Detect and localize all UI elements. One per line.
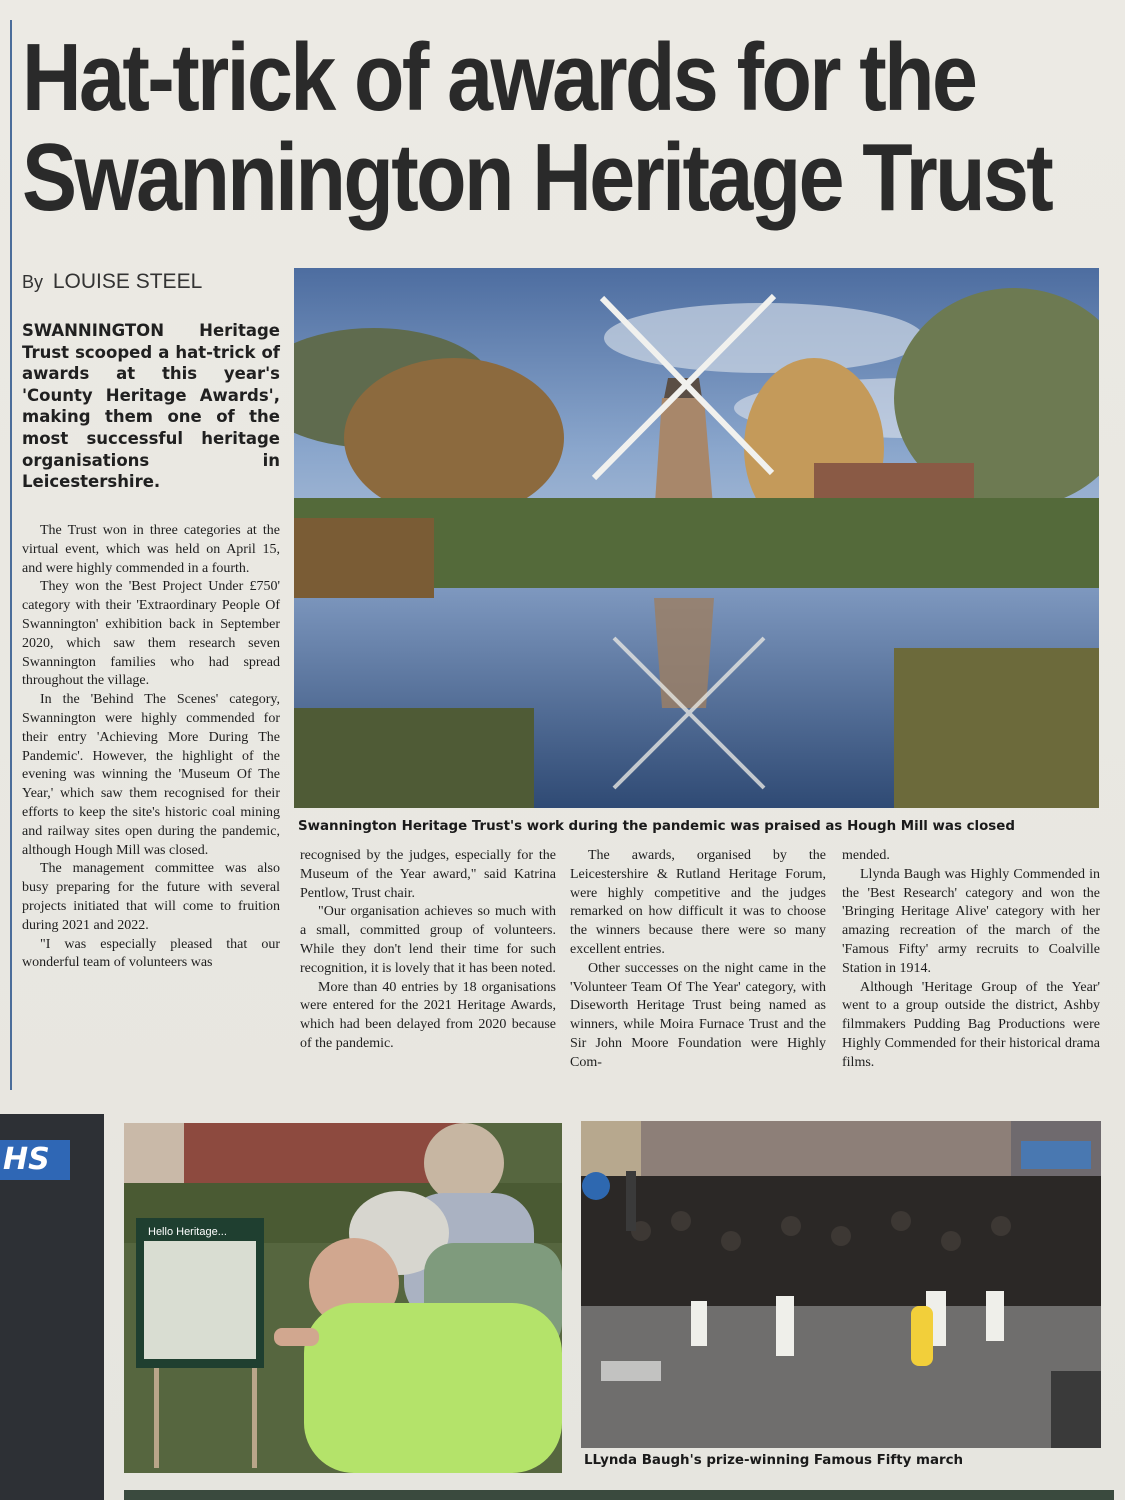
heritage-sign-photo [124, 1123, 562, 1473]
main-photo-caption: Swannington Heritage Trust's work during the pandemic was praised as Hough Mill was closed [298, 819, 1015, 834]
paragraph: The Trust won in three categories at the virtual event, which was held on April 15, and were highly commended in a fourth. [22, 523, 280, 576]
article-column-3 [570, 847, 826, 1073]
paragraph: The awards, organised by the Leicestershire & Rutland Heritage Forum, were highly competitive and the judges remarked on how difficult it was to choose the winners because there were so many excellent entries. [570, 848, 826, 957]
paragraph: The management committee was also busy preparing for the future with several projects initiated that will come to fruition during 2021 and 2022. [22, 861, 280, 933]
byline [22, 270, 202, 294]
paragraph: They won the 'Best Project Under £750' category with their 'Extraordinary People Of Swannington' exhibition back in September 2020, which saw them research seven Swannington families who had spread throughout the village. [22, 579, 280, 689]
paragraph: More than 40 entries by 18 organisations were entered for the 2021 Heritage Awards, which had been delayed from 2020 because of the pandemic. [300, 979, 556, 1051]
paragraph: "I was especially pleased that our wonderful team of volunteers was [22, 936, 280, 971]
paragraph: mended. [842, 848, 890, 863]
article-column-1 [22, 522, 280, 973]
march-photo-caption: LLynda Baugh's prize-winning Famous Fifty march [584, 1453, 964, 1468]
paragraph: In the 'Behind The Scenes' category, Swannington were highly commended for their entry 'Achieving More During The Pandemic'. However, the highlight of the evening was winning the 'Museum Of The Year,' which saw them recognised for their efforts to keep the site's historic coal mining and railway sites open during the pandemic, although Hough Mill was closed. [22, 692, 280, 858]
article-column-2 [300, 847, 556, 1054]
byline-prefix: By [22, 272, 44, 292]
headline-line-1: Hat-trick of awards for the [22, 24, 976, 131]
paragraph: recognised by the judges, especially for the Museum of the Year award," said Katrina Pentlow, Trust chair. [300, 848, 556, 901]
famous-fifty-march-photo [581, 1121, 1101, 1448]
sign-title: Hello Heritage... [148, 1226, 227, 1238]
headline [22, 24, 1052, 231]
paragraph: Llynda Baugh was Highly Commended in the 'Best Research' category and won the 'Bringing Heritage Alive' category with her amazing recreation of the march of the 'Famous Fifty' army recruits to Coalville Station in 1914. [842, 866, 1100, 976]
nhs-logo-text: HS [3, 1142, 50, 1177]
byline-name: LOUISE STEEL [52, 270, 203, 293]
hough-mill-photo [294, 268, 1099, 808]
headline-line-2: Swannington Heritage Trust [22, 124, 1052, 231]
column-rule [10, 20, 12, 1090]
bottom-band [124, 1490, 1114, 1500]
lead-paragraph: SWANNINGTON Heritage Trust scooped a hat-trick of awards at this year's 'County Heritage Awards', making them one of the most successful heritage organisations in Leicestershire. [22, 321, 280, 492]
article-column-4 [842, 847, 1100, 1073]
paragraph: Other successes on the night came in the 'Volunteer Team Of The Year' category, with Diseworth Heritage Trust being named as winners, while Moira Furnace Trust and the Sir John Moore Foundation were Highly Com- [570, 960, 826, 1070]
paragraph: "Our organisation achieves so much with a small, committed group of volunteers. While they don't lend their time for such recognition, it is lovely that it has been noted. [300, 904, 556, 976]
paragraph: Although 'Heritage Group of the Year' went to a group outside the district, Ashby filmmakers Pudding Bag Productions were Highly Commended for their historical drama films. [842, 979, 1100, 1070]
